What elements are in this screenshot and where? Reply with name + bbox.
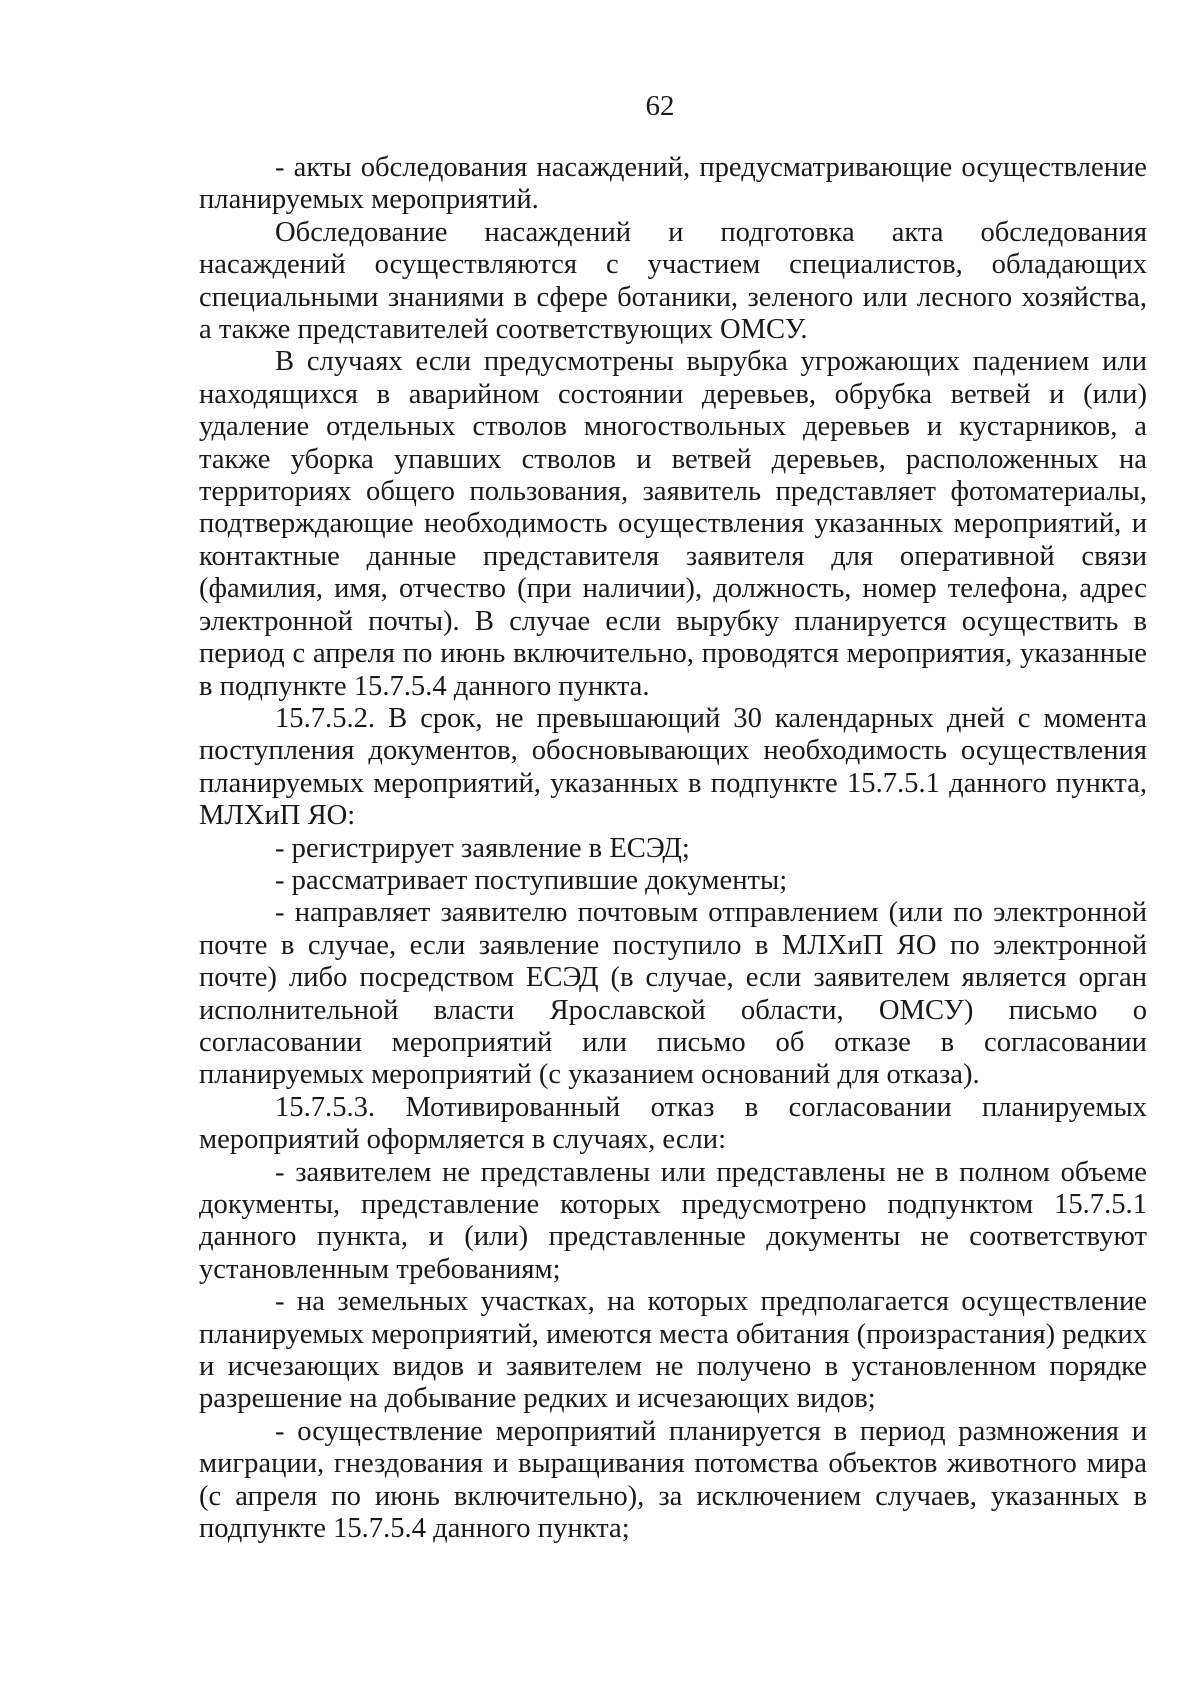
paragraph-inspection-acts-item: - акты обследования насаждений, предусматривающие осуществление планируемых мероприятий. — [199, 152, 1147, 216]
paragraph-hazardous-trees: В случаях если предусмотрены вырубка угрожающих падением или находящихся в аварийном состоянии деревьев, обрубка ветвей и (или) удаление отдельных стволов многоствольных деревьев и кустарников, а также уборка упавших стволов и ветвей деревьев, расположенных на территориях общего пользования, заявитель представляет фотоматериалы, подтверждающие необходимость осуществления указанных мероприятий, и контактные данные представителя заявителя для оперативной связи (фамилия, имя, отчество (при наличии), должность, номер телефона, адрес электронной почты). В случае если вырубку планируется осуществить в период с апреля по июнь включительно, проводятся мероприятия, указанные в подпункте 15.7.5.4 данного пункта. — [199, 346, 1147, 702]
page-number: 62 — [645, 90, 675, 122]
paragraph-clause-15-7-5-3: 15.7.5.3. Мотивированный отказ в согласовании планируемых мероприятий оформляется в случаях, если: — [199, 1091, 1147, 1156]
paragraph-inspection-participants: Обследование насаждений и подготовка акта обследования насаждений осуществляются с участием специалистов, обладающих специальными знаниями в сфере ботаники, зеленого или лесного хозяйства, а также представителей соответствующих ОМСУ. — [199, 216, 1147, 346]
paragraph-reviews-documents-item: - рассматривает поступившие документы; — [275, 864, 788, 896]
paragraph-clause-15-7-5-2: 15.7.5.2. В срок, не превышающий 30 календарных дней с момента поступления документов, обосновывающих необходимость осуществления планируемых мероприятий, указанных в подпункте 15.7.5.1 данного пункта, МЛХиП ЯО: — [199, 702, 1147, 832]
paragraph-incomplete-documents-item: - заявителем не представлены или представлены не в полном объеме документы, представление которых предусмотрено подпунктом 15.7.5.1 данного пункта, и (или) представленные документы не соответствуют установленным требованиям; — [199, 1156, 1147, 1285]
document-body — [199, 152, 1147, 1545]
paragraph-sends-letter-item: - направляет заявителю почтовым отправлением (или по электронной почте в случае, если заявление поступило в МЛХиП ЯО по электронной почте) либо посредством ЕСЭД (в случае, если заявителем является орган исполнительной власти Ярославской области, ОМСУ) письмо о согласовании мероприятий или письмо об отказе в согласовании планируемых мероприятий (с указанием оснований для отказа). — [199, 897, 1147, 1091]
paragraph-breeding-period-item: - осуществление мероприятий планируется в период размножения и миграции, гнездования и выращивания потомства объектов животного мира (с апреля по июнь включительно), за исключением случаев, указанных в подпункте 15.7.5.4 данного пункта; — [199, 1415, 1147, 1545]
paragraph-registers-application-item: - регистрирует заявление в ЕСЭД; — [275, 832, 690, 864]
paragraph-rare-species-habitat-item: - на земельных участках, на которых предполагается осуществление планируемых мероприятий, имеются места обитания (произрастания) редких и исчезающих видов и заявителем не получено в установленном порядке разрешение на добывание редких и исчезающих видов; — [199, 1286, 1147, 1415]
